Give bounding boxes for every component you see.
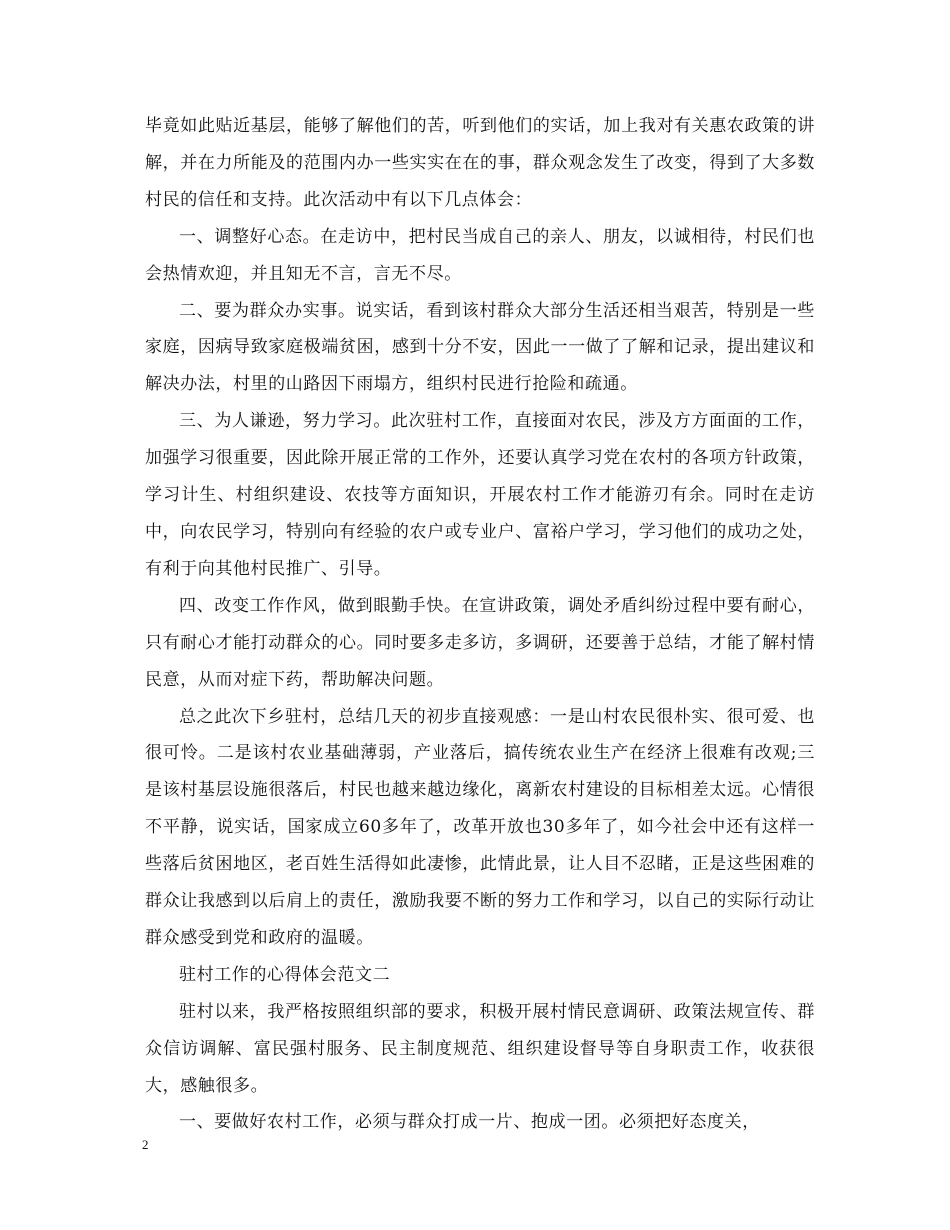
section-heading: 驻村工作的心得体会范文二 bbox=[179, 964, 391, 985]
paragraph-8: 驻村以来，我严格按照组织部的要求，积极开展村情民意调研、政策法规宣传、群众信访调解、富民强村服务、民主制度规范、组织建设督导等自身职责工作，收获很大，感触很多。 bbox=[145, 1001, 815, 1096]
paragraph-3: 二、要为群众办实事。说实话，看到该村群众大部分生活还相当艰苦，特别是一些家庭，因病导致家庭极端贫困，感到十分不安，因此一一做了了解和记录，提出建议和解决办法，村里的山路因下雨塌方，组织村民进行抢险和疏通。 bbox=[145, 300, 815, 395]
document-body bbox=[145, 108, 815, 1141]
paragraph-1: 毕竟如此贴近基层，能够了解他们的苦，听到他们的实话，加上我对有关惠农政策的讲解，并在力所能及的范围内办一些实实在在的事，群众观念发生了改变，得到了大多数村民的信任和支持。此次活动中有以下几点体会： bbox=[145, 116, 815, 210]
paragraph-9: 一、要做好农村工作，必须与群众打成一片、抱成一团。必须把好态度关， bbox=[179, 1112, 760, 1133]
page-number: 2 bbox=[142, 1137, 149, 1152]
paragraph-6: 总之此次下乡驻村，总结几天的初步直接观感：一是山村农民很朴实、很可爱、也很可怜。二是该村农业基础薄弱，产业落后，搞传统农业生产在经济上很难有改观;三是该村基层设施很落后，村民也越来越边缘化，离新农村建设的目标相差太远。心情很不平静，说实话，国家成立60多年了，改革开放也30多年了，如今社会中还有这样一些落后贫困地区，老百姓生活得如此凄惨，此情此景，让人目不忍睹，正是这些困难的群众让我感到以后肩上的责任，激励我要不断的努力工作和学习，以自己的实际行动让群众感受到党和政府的温暖。 bbox=[145, 706, 815, 948]
paragraph-4: 三、为人谦逊，努力学习。此次驻村工作，直接面对农民，涉及方方面面的工作，加强学习很重要，因此除开展正常的工作外，还要认真学习党在农村的各项方针政策，学习计生、村组织建设、农技等方面知识，开展农村工作才能游刃有余。同时在走访中，向农民学习，特别向有经验的农户或专业户、富裕户学习，学习他们的成功之处，有利于向其他村民推广、引导。 bbox=[145, 411, 815, 579]
paragraph-2: 一、调整好心态。在走访中，把村民当成自己的亲人、朋友，以诚相待，村民们也会热情欢迎，并且知无不言，言无不尽。 bbox=[145, 226, 815, 284]
paragraph-5: 四、改变工作作风，做到眼勤手快。在宣讲政策，调处矛盾纠纷过程中要有耐心，只有耐心才能打动群众的心。同时要多走多访，多调研，还要善于总结，才能了解村情民意，从而对症下药，帮助解决问题。 bbox=[145, 595, 815, 690]
